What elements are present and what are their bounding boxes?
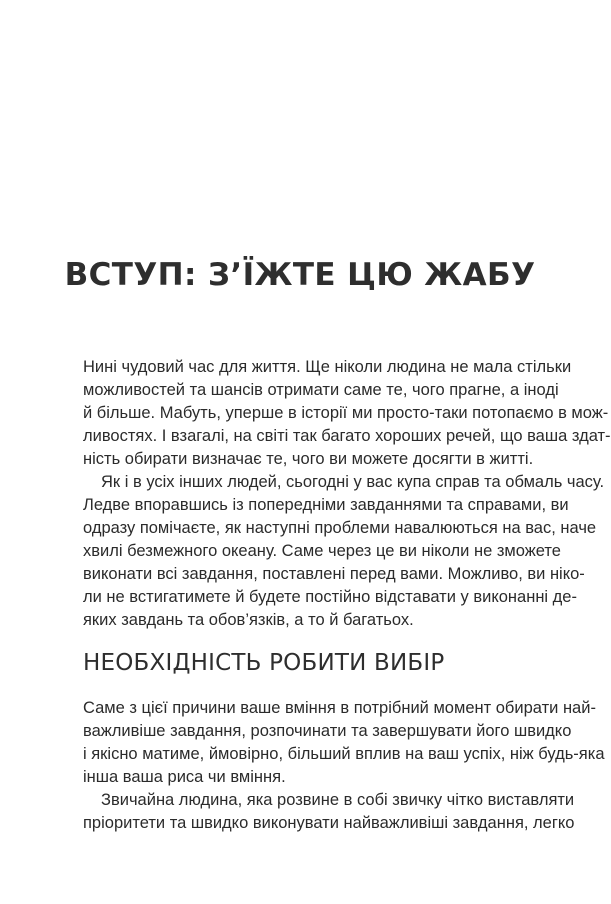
- text-line: пріоритети та швидко виконувати найважливіші завдання, легко: [83, 814, 575, 832]
- text-line: ність обирати визначає те, чого ви можете досягти в житті.: [83, 450, 534, 468]
- intro-paragraph-2: [83, 471, 605, 632]
- text-line: й більше. Мабуть, уперше в історії ми просто-таки потопаємо в мож-: [83, 404, 609, 422]
- text-line: яких завдань та обов’язків, а то й багатьох.: [83, 611, 414, 629]
- section-paragraph-1: [83, 697, 605, 789]
- text-line: ли не встигатимете й будете постійно відставати у виконанні де-: [83, 588, 577, 606]
- text-line: інша ваша риса чи вміння.: [83, 768, 286, 786]
- text-line: Саме з цієї причини ваше вміння в потрібний момент обирати най-: [83, 699, 596, 717]
- text-line: важливіше завдання, розпочинати та завершувати його швидко: [83, 722, 572, 740]
- section-heading: НЕОБХІДНІСТЬ РОБИТИ ВИБІР: [83, 650, 445, 676]
- text-line: Як і в усіх інших людей, сьогодні у вас купа справ та обмаль часу.: [101, 473, 605, 491]
- text-line: хвилі безмежного океану. Саме через це ви ніколи не зможете: [83, 542, 561, 560]
- text-line: Звичайна людина, яка розвине в собі звичку чітко виставляти: [101, 791, 575, 809]
- section-paragraph-2: [83, 789, 575, 835]
- intro-text: [83, 356, 611, 632]
- text-line: і якісно матиме, ймовірно, більший вплив на ваш успіх, ніж будь-яка: [83, 745, 605, 763]
- text-line: виконати всі завдання, поставлені перед вами. Можливо, ви ніко-: [83, 565, 585, 583]
- text-line: Ледве впоравшись із попередніми завданнями та справами, ви: [83, 496, 569, 514]
- text-line: можливостей та шансів отримати саме те, чого прагне, а іноді: [83, 381, 559, 399]
- text-line: Нині чудовий час для життя. Ще ніколи людина не мала стільки: [83, 358, 572, 376]
- text-line: одразу помічаєте, як наступні проблеми навалюються на вас, наче: [83, 519, 597, 537]
- text-line: ливостях. І взагалі, на світі так багато хороших речей, що ваша здат-: [83, 427, 611, 445]
- intro-paragraph-1: [83, 356, 611, 471]
- section-text: [83, 697, 605, 835]
- chapter-title: ВСТУП: З’ЇЖТЕ ЦЮ ЖАБУ: [64, 257, 536, 293]
